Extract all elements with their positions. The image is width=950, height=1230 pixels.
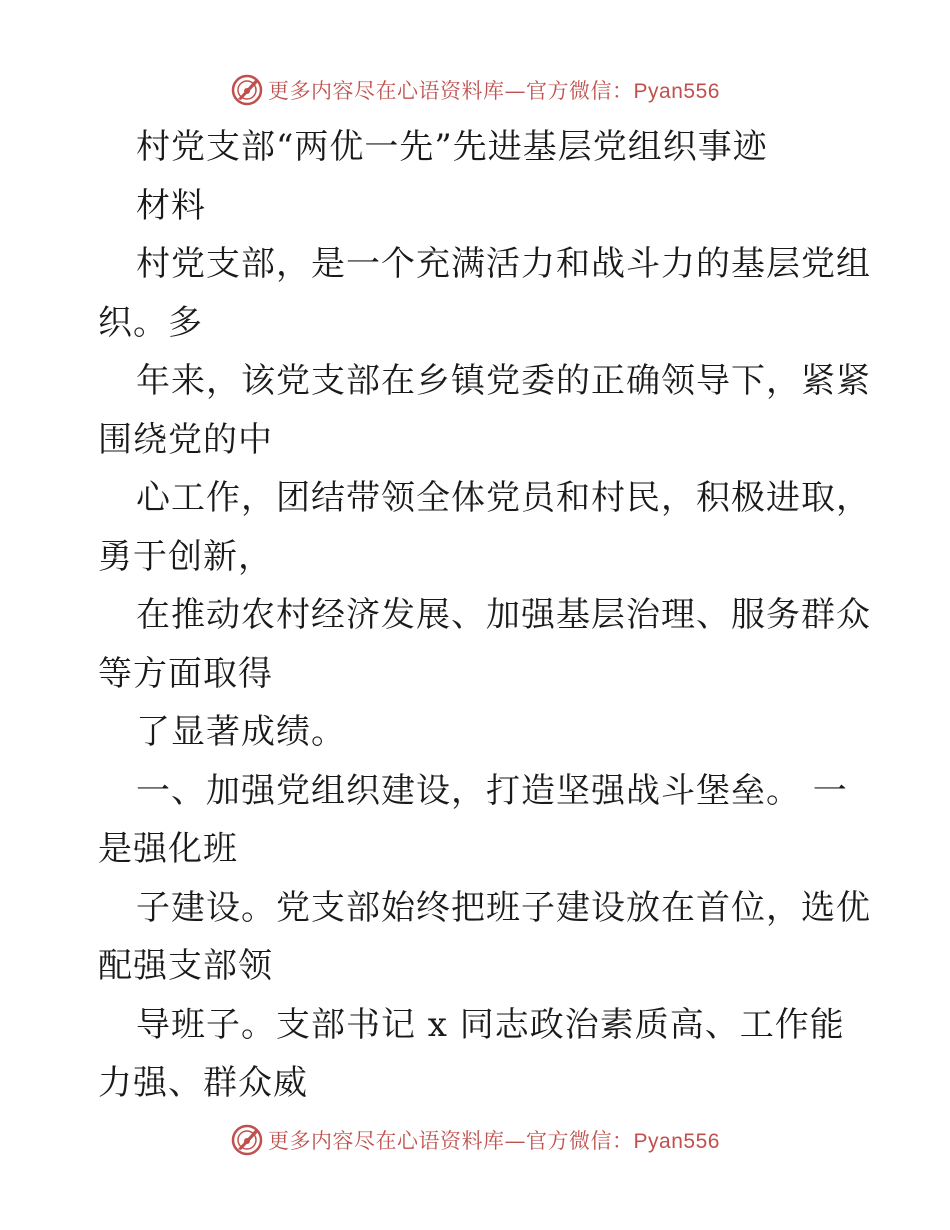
paragraph-line: 村党支部，是一个充满活力和战斗力的基层党组 bbox=[136, 244, 871, 284]
paragraph-line: 勇于创新， bbox=[98, 536, 273, 577]
paragraph-line: 年来，该党支部在乡镇党委的正确领导下，紧紧 bbox=[136, 361, 871, 401]
paragraph-line: 子建设。党支部始终把班子建设放在首位，选优 bbox=[136, 887, 871, 928]
header-watermark bbox=[0, 70, 950, 110]
footer-watermark bbox=[0, 1120, 950, 1160]
paragraph-line: 在推动农村经济发展、加强基层治理、服务群众 bbox=[136, 595, 871, 635]
paragraph-line: 了显著成绩。 bbox=[136, 712, 346, 752]
section-heading-line: 一、加强党组织建设，打造坚强战斗堡垒。 一 bbox=[136, 770, 848, 811]
paragraph-line: 配强支部领 bbox=[98, 946, 273, 986]
title-line-2: 材料 bbox=[136, 185, 206, 226]
paragraph-line: 是强化班 bbox=[98, 829, 238, 869]
paragraph-line: 心工作，团结带领全体党员和村民，积极进取， bbox=[136, 478, 871, 518]
document-body bbox=[98, 118, 871, 1113]
paragraph-line: 织。多 bbox=[98, 302, 203, 343]
paragraph-line: 等方面取得 bbox=[98, 653, 273, 694]
watermark-text: 更多内容尽在心语资料库—官方微信：Pyan556 bbox=[268, 79, 720, 103]
title-line-1: 村党支部“两优一先”先进基层党组织事迹 bbox=[136, 127, 768, 167]
watermark-text: 更多内容尽在心语资料库—官方微信：Pyan556 bbox=[268, 1129, 720, 1153]
quill-seal-icon bbox=[230, 1123, 264, 1157]
paragraph-line: 力强、群众威 bbox=[98, 1063, 308, 1103]
paragraph-line: 导班子。支部书记 x 同志政治素质高、工作能 bbox=[136, 1004, 845, 1045]
quill-seal-icon bbox=[230, 73, 264, 107]
paragraph-line: 围绕党的中 bbox=[98, 419, 273, 460]
